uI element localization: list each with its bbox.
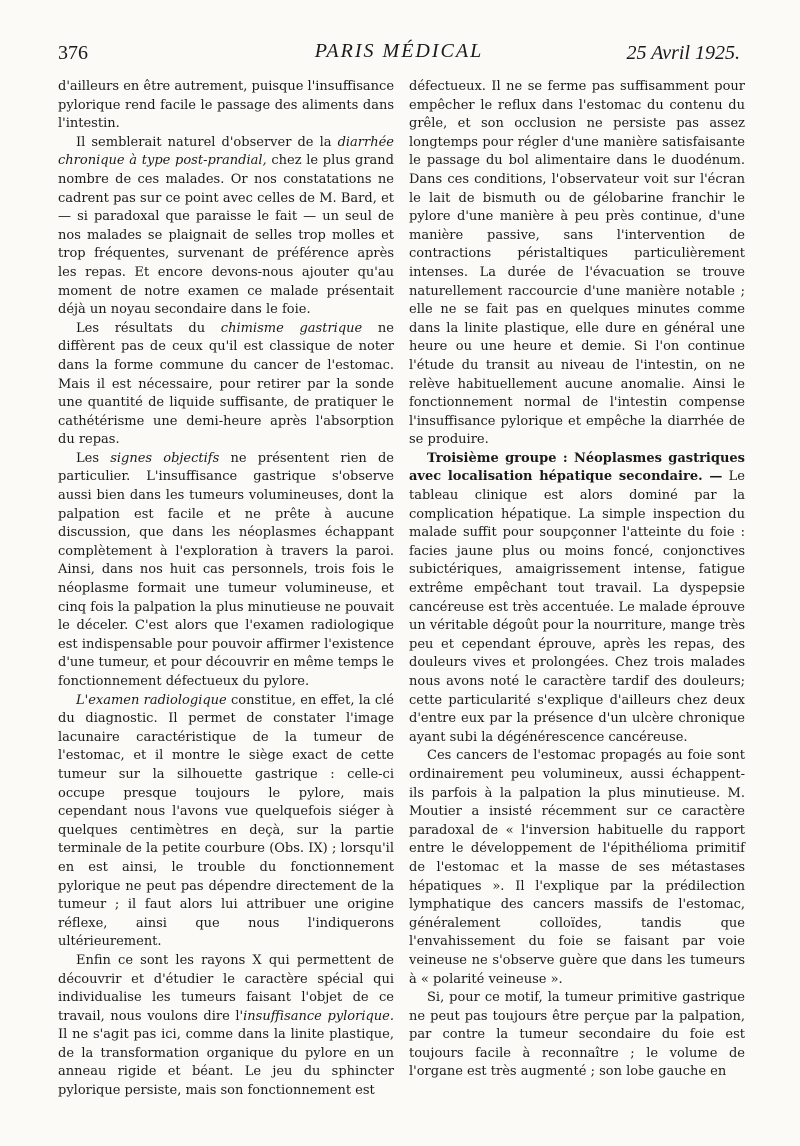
paragraph bbox=[58, 320, 394, 450]
paragraph-text: Les résultats du bbox=[76, 320, 221, 336]
paragraph bbox=[58, 952, 394, 1101]
right-column bbox=[409, 78, 745, 1082]
paragraph bbox=[409, 747, 745, 989]
emphasis: diarrhée chronique à type post-prandial, bbox=[58, 134, 394, 169]
paragraph-text: Si, pour ce motif, la tumeur primitive gastrique ne peut pas toujours être perçue par la palpation, par contre la tumeur secondaire du foie est toujours facile à reconnaître ; le volume de l'organe est très augmenté ; son lobe gauche en bbox=[409, 990, 745, 1080]
paragraph-text: constitue, en effet, la clé du diagnostic. Il permet de constater l'image lacunaire caractéristique de la tumeur de l'estomac, et il montre le siège exact de cette tumeur sur la silhouette gastrique : celle-ci occupe presque toujours le pylore, mais cependant nous l'avons vue quelquefois siéger à quelques centimètres en deçà, sur la partie terminale de la petite courbure (Obs. IX) ; lorsqu'il en est ainsi, le trouble du fonctionnement pylorique ne peut pas dépendre directement de la tumeur ; il faut alors lui attribuer une origine réflexe, ainsi que nous l'indiquerons ultérieurement. bbox=[58, 692, 394, 950]
paragraph-text: Le tableau clinique est alors dominé par la complication hépatique. La simple inspection du malade suffit pour soupçonner l'atteinte du foie : facies jaune plus ou moins foncé, conjonctives subictériques, amaigrissement intense, fatigue extrême empêchant tout travail. La dyspepsie cancéreuse est très accentuée. Le malade éprouve un véritable dégoût pour la nourriture, mange très peu et cependant éprouve, après les repas, des douleurs vives et prolongées. Chez trois malades nous avons noté le caractère tardif des douleurs; cette particularité s'explique d'ailleurs chez deux d'entre eux par la présence d'un ulcère chronique ayant subi la dégénérescence cancéreuse. bbox=[409, 469, 745, 745]
paragraph-text: défectueux. Il ne se ferme pas suffisamment pour empêcher le reflux dans l'estomac du contenu du grêle, et son occlusion ne persiste pas assez longtemps pour régler d'une manière satisfaisante le passage du bol alimentaire dans le duodénum. Dans ces conditions, l'observateur voit sur l'écran le lait de bismuth ou de gélobarine franchir le pylore d'une manière à peu près continue, d'une manière passive, sans l'intervention de contractions péristaltiques particulièrement intenses. La durée de l'évacuation se trouve naturellement raccourcie d'une manière notable ; elle ne se fait pas en quelques minutes comme dans la linite plastique, elle dure en général une heure ou une heure et demie. Si l'on continue l'étude du transit au niveau de l'intestin, on ne relève habituellement aucune anomalie. Ainsi le fonctionnement normal de l'intestin compense l'insuffisance pylorique et empêche la diarrhée de se produire. bbox=[409, 79, 745, 448]
emphasis: insuffisance pylorique. bbox=[243, 1008, 394, 1024]
paragraph bbox=[409, 78, 745, 450]
paragraph bbox=[58, 450, 394, 692]
paragraph bbox=[409, 989, 745, 1082]
left-column bbox=[58, 78, 394, 1101]
paragraph-text: Il ne s'agit pas ici, comme dans la linite plastique, de la transformation organique du pylore en un anneau rigide et béant. Le jeu du sphincter pylorique persiste, mais son fonctionnement est bbox=[58, 1027, 394, 1099]
journal-title: PARIS MÉDICAL bbox=[314, 40, 484, 62]
paragraph bbox=[58, 692, 394, 952]
paragraph-text: Ces cancers de l'estomac propagés au foie sont ordinairement peu volumineux, aussi échappent-ils parfois à la palpation la plus minutieuse. M. Moutier a insisté récemment sur ce caractère paradoxal de « l'inversion habituelle du rapport entre le développement de l'épithélioma primitif de l'estomac et la masse de ses métastases hépatiques ». Il l'explique par la prédilection lymphatique des cancers massifs de l'estomac, généralement colloïdes, tandis que l'envahissement du foie se faisant par voie veineuse ne s'observe guère que dans les tumeurs à « polarité veineuse ». bbox=[409, 748, 745, 987]
paragraph bbox=[58, 78, 394, 134]
emphasis: L'examen radiologique bbox=[76, 692, 227, 708]
paragraph-text: Il semblerait naturel d'observer de la bbox=[76, 134, 338, 150]
paragraph bbox=[58, 134, 394, 320]
page-number: 376 bbox=[58, 42, 88, 64]
issue-date: 25 Avril 1925. bbox=[626, 42, 740, 64]
paragraph-text: chez le plus grand nombre de ces malades. Or nos constatations ne cadrent pas sur ce point avec celles de M. Bard, et — si paradoxal que paraisse le fait — un seul de nos malades se plaignait de selles trop molles et trop fréquentes, survenant de préférence après les repas. Et encore devons-nous ajouter qu'au moment de notre examen ce malade présentait déjà un noyau secondaire dans le foie. bbox=[58, 153, 394, 318]
paragraph-text: Enfin ce sont les rayons X qui permettent de découvrir et d'étudier le caractère spécial qui individualise les tumeurs faisant l'objet de ce travail, nous voulons dire l' bbox=[58, 952, 394, 1024]
section-heading: Troisième groupe : Néoplasmes gastriques avec localisation hépatique secondaire. — bbox=[409, 450, 745, 485]
emphasis: signes objectifs bbox=[110, 450, 220, 466]
paragraph-text: d'ailleurs en être autrement, puisque l'insuffisance pylorique rend facile le passage des aliments dans l'intestin. bbox=[58, 79, 395, 132]
paragraph-text: ne présentent rien de particulier. L'insuffisance gastrique s'observe aussi bien dans les tumeurs volumineuses, dont la palpation est facile et ne prête à aucune discussion, que dans les néoplasmes échappant complètement à l'exploration à travers la paroi. Ainsi, dans nos huit cas personnels, trois fois le néoplasme formait une tumeur volumineuse, et cinq fois la palpation la plus minutieuse ne pouvait le déceler. C'est alors que l'examen radiologique est indispensable pour pouvoir affirmer l'existence d'une tumeur, et pour découvrir en même temps le fonctionnement défectueux du pylore. bbox=[58, 450, 394, 689]
paragraph-text: Les bbox=[76, 450, 111, 466]
emphasis: chimisme gastrique bbox=[220, 320, 363, 336]
paragraph bbox=[409, 450, 745, 748]
paragraph-text: ne diffèrent pas de ceux qu'il est classique de noter dans la forme commune du cancer de l'estomac. Mais il est nécessaire, pour retirer par la sonde une quantité de liquide suffisante, de pratiquer le cathétérisme une demi-heure après l'absorption du repas. bbox=[58, 320, 394, 448]
running-header bbox=[58, 40, 740, 70]
